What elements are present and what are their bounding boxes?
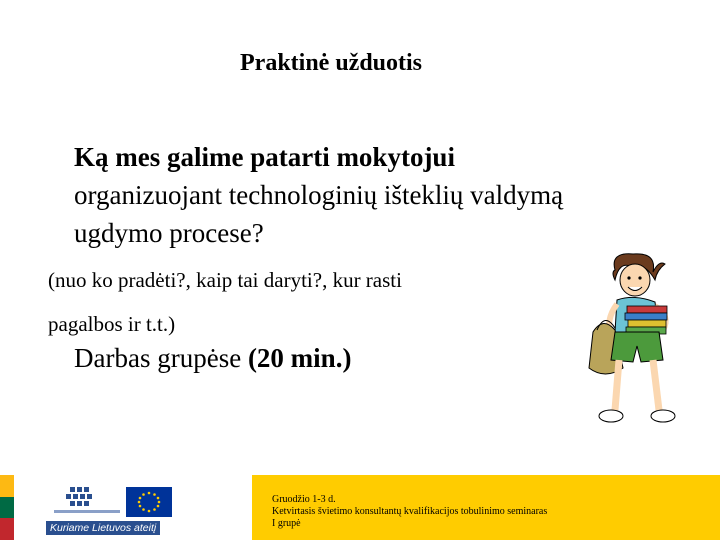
lithuanian-flag-stripes-icon — [0, 475, 14, 540]
task-prefix: Darbas grupėse — [74, 343, 248, 373]
hint-text — [48, 258, 568, 346]
hint-line-2: pagalbos ir t.t.) — [48, 312, 176, 336]
question-line-1: Ką mes galime patarti mokytojui — [74, 142, 455, 172]
footer-group: I grupė — [272, 518, 301, 529]
footer-date: Gruodžio 1-3 d. — [272, 494, 336, 505]
hint-line-1: (nuo ko pradėti?, kaip tai daryti?, kur rasti — [48, 268, 402, 292]
task-duration: (20 min.) — [247, 343, 352, 373]
slogan-text: Kuriame Lietuvos ateitį — [46, 521, 160, 535]
eu-flag-icon — [126, 487, 172, 517]
footer-seminar: Ketvirtasis švietimo konsultantų kvalifikacijos tobulinimo seminaras — [272, 506, 548, 517]
girl-carrying-books-icon — [575, 250, 690, 435]
task-text — [74, 343, 351, 374]
question-line-3: ugdymo procese? — [74, 218, 264, 248]
footer — [0, 475, 720, 540]
ministry-logo-icon — [52, 485, 122, 517]
question-line-2: organizuojant technologinių išteklių valdymą — [74, 180, 564, 210]
slide-title: Praktinė užduotis — [240, 50, 423, 76]
footer-text — [272, 494, 547, 530]
question-block — [74, 138, 674, 252]
